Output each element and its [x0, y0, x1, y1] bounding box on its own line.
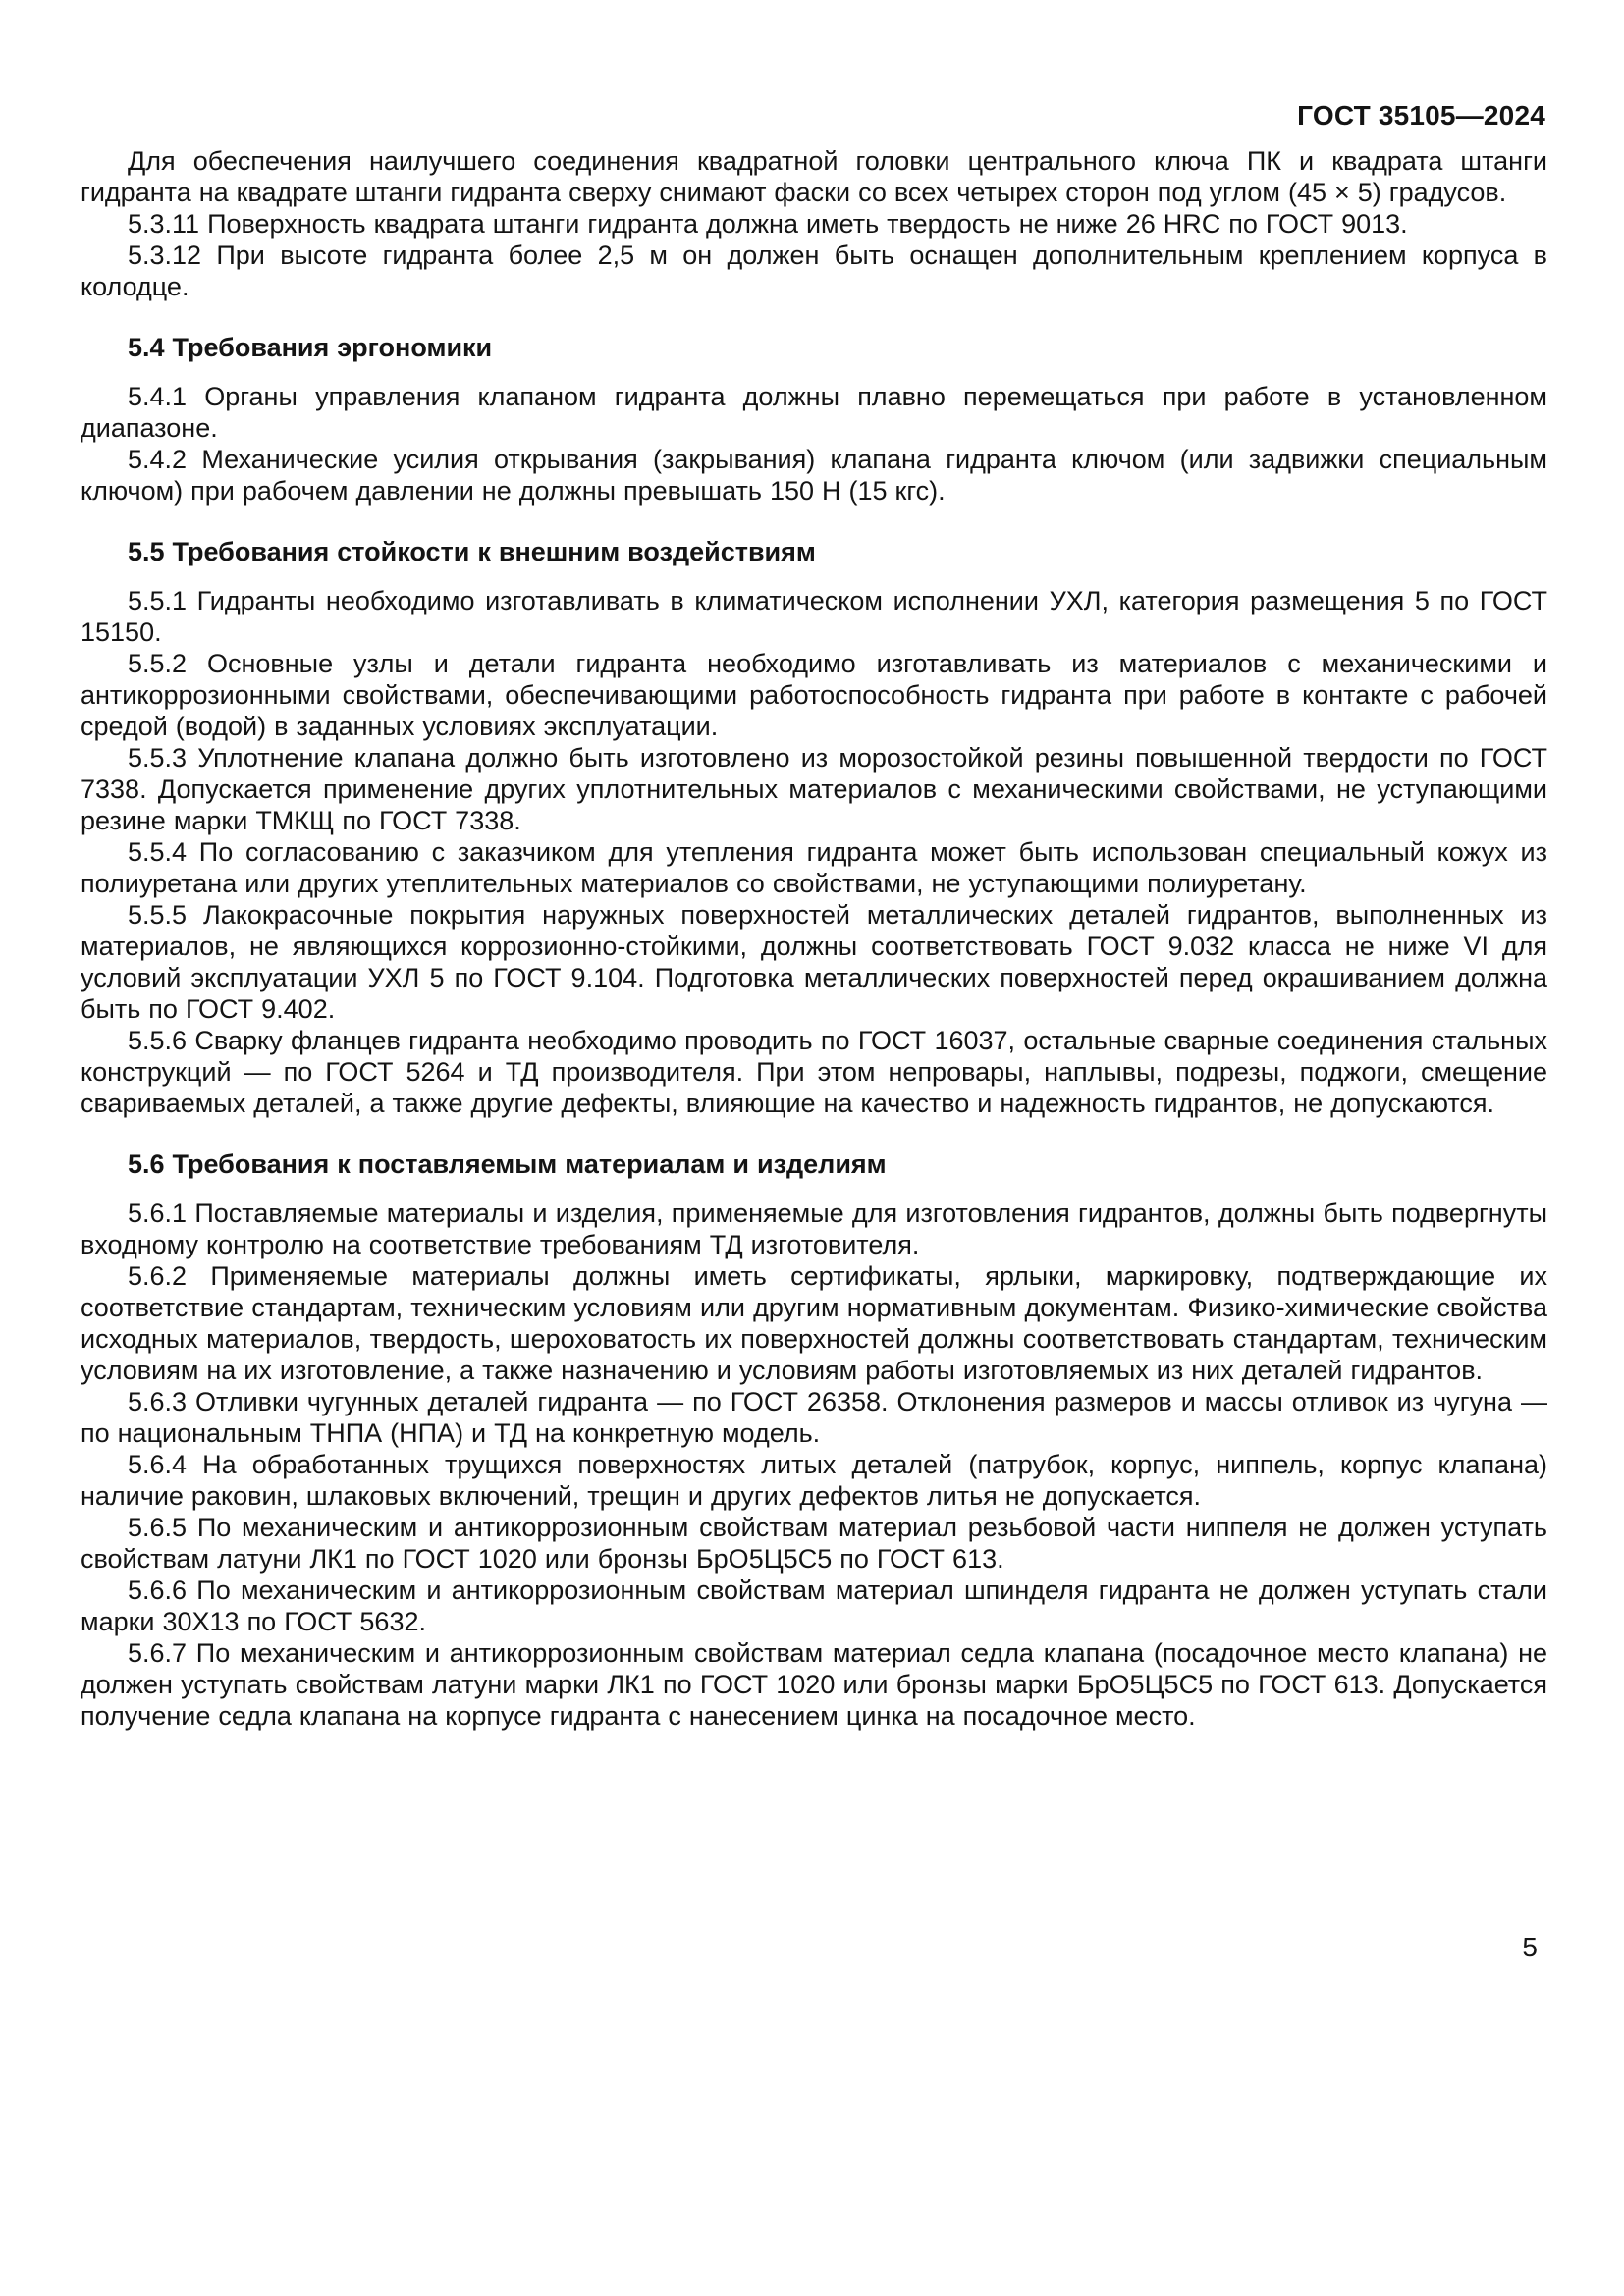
paragraph: 5.6.3 Отливки чугунных деталей гидранта — по ГОСТ 26358. Отклонения размеров и массы отливок из чугуна — по национальным ТНПА (НПА) и ТД на конкретную модель. — [81, 1387, 1547, 1448]
document-body — [81, 145, 1547, 1732]
paragraph: 5.5.4 По согласованию с заказчиком для утепления гидранта может быть использован специальный кожух из полиуретана или других утеплительных материалов со свойствами, не уступающими полиуретану. — [81, 837, 1547, 898]
paragraph: 5.5.2 Основные узлы и детали гидранта необходимо изготавливать из материалов с механическими и антикоррозионными свойствами, обеспечивающими работоспособность гидранта при работе в контакте с рабочей средой (водой) в заданных условиях эксплуатации. — [81, 649, 1547, 741]
paragraph: 5.4.2 Механические усилия открывания (закрывания) клапана гидранта ключом (или задвижки специальным ключом) при рабочем давлении не должны превышать 150 Н (15 кгс). — [81, 445, 1547, 506]
paragraph: 5.5.3 Уплотнение клапана должно быть изготовлено из морозостойкой резины повышенной твердости по ГОСТ 7338. Допускается применение других уплотнительных материалов с механическими свойствами, не уступающими резине марки ТМКЩ по ГОСТ 7338. — [81, 743, 1547, 835]
section-heading: 5.5 Требования стойкости к внешним воздействиям — [128, 537, 816, 566]
paragraph: 5.6.5 По механическим и антикоррозионным свойствам материал резьбовой части ниппеля не должен уступать свойствам латуни ЛК1 по ГОСТ 1020 или бронзы БрО5Ц5С5 по ГОСТ 613. — [81, 1513, 1547, 1574]
paragraph: 5.3.11 Поверхность квадрата штанги гидранта должна иметь твердость не ниже 26 HRC по ГОСТ 9013. — [128, 209, 1408, 239]
paragraph: 5.3.12 При высоте гидранта более 2,5 м он должен быть оснащен дополнительным креплением корпуса в колодце. — [81, 240, 1547, 301]
page-number: 5 — [1522, 1932, 1538, 1962]
paragraph: Для обеспечения наилучшего соединения квадратной головки центрального ключа ПК и квадрата штанги гидранта на квадрате штанги гидранта сверху снимают фаски со всех четырех сторон под углом (45 × 5) градусов. — [81, 146, 1547, 207]
document-code-header: ГОСТ 35105—2024 — [1297, 100, 1545, 131]
section-heading: 5.6 Требования к поставляемым материалам и изделиям — [128, 1149, 887, 1179]
paragraph: 5.6.1 Поставляемые материалы и изделия, применяемые для изготовления гидрантов, должны быть подвергнуты входному контролю на соответствие требованиям ТД изготовителя. — [81, 1199, 1547, 1259]
paragraph: 5.5.1 Гидранты необходимо изготавливать в климатическом исполнении УХЛ, категория размещения 5 по ГОСТ 15150. — [81, 586, 1547, 647]
paragraph: 5.5.5 Лакокрасочные покрытия наружных поверхностей металлических деталей гидрантов, выполненных из материалов, не являющихся коррозионно-стойкими, должны соответствовать ГОСТ 9.032 класса не ниже VI для условий эксплуатации УХЛ 5 по ГОСТ 9.104. Подготовка металлических поверхностей перед окрашиванием должна быть по ГОСТ 9.402. — [81, 900, 1547, 1024]
paragraph: 5.6.2 Применяемые материалы должны иметь сертификаты, ярлыки, маркировку, подтверждающие их соответствие стандартам, техническим условиям или другим нормативным документам. Физико-химические свойства исходных материалов, твердость, шероховатость их поверхностей должны соответствовать стандартам, техническим условиям на их изготовление, а также назначению и условиям работы изготовляемых из них деталей гидрантов. — [81, 1261, 1547, 1385]
section-heading: 5.4 Требования эргономики — [128, 333, 493, 362]
paragraph: 5.4.1 Органы управления клапаном гидранта должны плавно перемещаться при работе в установленном диапазоне. — [81, 382, 1547, 443]
paragraph: 5.6.4 На обработанных трущихся поверхностях литых деталей (патрубок, корпус, ниппель, корпус клапана) наличие раковин, шлаковых включений, трещин и других дефектов литья не допускается. — [81, 1450, 1547, 1511]
paragraph: 5.6.6 По механическим и антикоррозионным свойствам материал шпинделя гидранта не должен уступать стали марки 30Х13 по ГОСТ 5632. — [81, 1575, 1547, 1636]
paragraph: 5.5.6 Сварку фланцев гидранта необходимо проводить по ГОСТ 16037, остальные сварные соединения стальных конструкций — по ГОСТ 5264 и ТД производителя. При этом непровары, наплывы, подрезы, поджоги, смещение свариваемых деталей, а также другие дефекты, влияющие на качество и надежность гидрантов, не допускаются. — [81, 1026, 1547, 1118]
paragraph: 5.6.7 По механическим и антикоррозионным свойствам материал седла клапана (посадочное место клапана) не должен уступать свойствам латуни марки ЛК1 по ГОСТ 1020 или бронзы марки БрО5Ц5С5 по ГОСТ 613. Допускается получение седла клапана на корпусе гидранта с нанесением цинка на посадочное место. — [81, 1638, 1547, 1731]
